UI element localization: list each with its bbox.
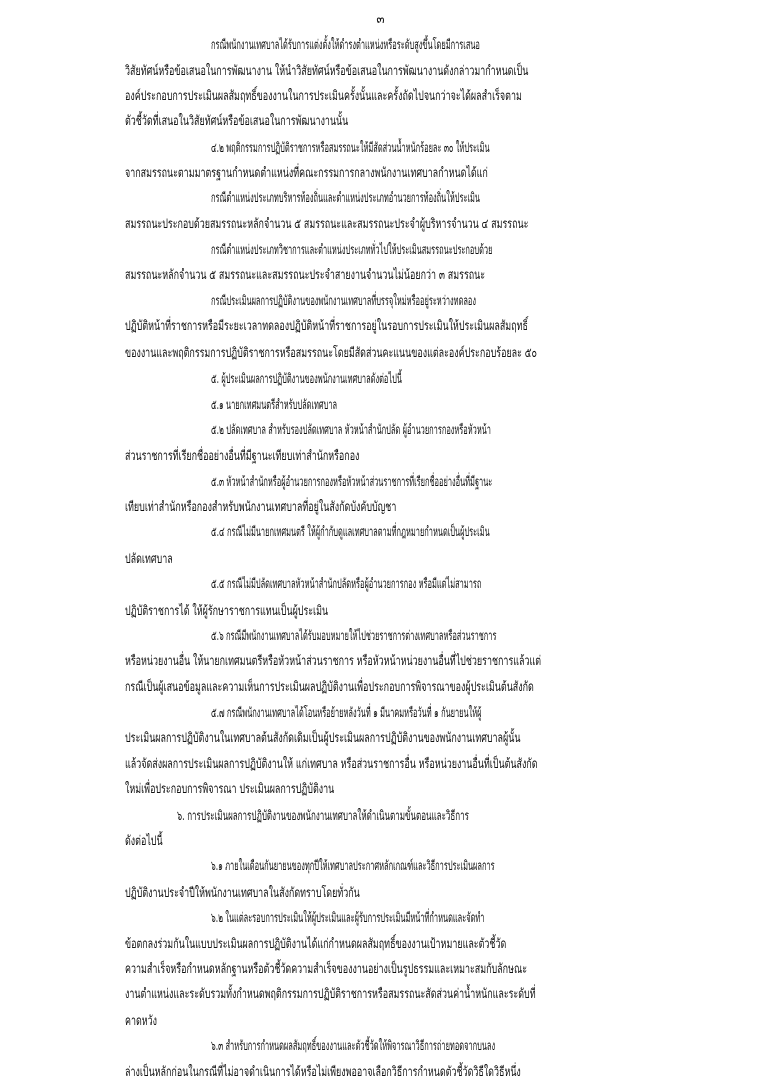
text-line: ส่วนราชการที่เรียกชื่ออย่างอื่นที่มีฐานะเทียบเท่าสำนักหรือกอง: [125, 449, 360, 464]
text-line: ๕.๖ กรณีมีพนักงานเทศบาลได้รับมอบหมายให้ไปช่วยราชการต่างเทศบาลหรือส่วนราชการ: [211, 629, 497, 644]
text-line: ปฏิบัติงานประจำปีให้พนักงานเทศบาลในสังกัดทราบโดยทั่วกัน: [125, 886, 360, 901]
text-line: ๕.๑ นายกเทศมนตรีสำหรับปลัดเทศบาล: [211, 398, 338, 413]
text-line: ปฏิบัติหน้าที่ราชการหรือมีระยะเวลาทดลองปฏิบัติหน้าที่ราชการอยู่ในรอบการประเมินให้ประเมินผลสัมฤทธิ์: [125, 319, 528, 334]
text-line: ปฏิบัติราชการได้ ให้ผู้รักษาราชการแทนเป็นผู้ประเมิน: [125, 604, 329, 619]
text-line: ๕.๒ ปลัดเทศบาล สำหรับรองปลัดเทศบาล หัวหน้าสำนักปลัด ผู้อำนวยการกองหรือหัวหน้า: [211, 423, 491, 438]
text-line: สมรรถนะหลักจำนวน ๕ สมรรถนะและสมรรถนะประจำสายงานจำนวนไม่น้อยกว่า ๓ สมรรถนะ: [125, 268, 486, 283]
text-line: ๖.๒ ในแต่ละรอบการประเมินให้ผู้ประเมินและผู้รับการประเมินมีหน้าที่กำหนดและจัดทำ: [211, 911, 485, 926]
text-line: วิสัยทัศน์หรือข้อเสนอในการพัฒนางาน ให้นำวิสัยทัศน์หรือข้อเสนอในการพัฒนางานดังกล่าวมากำหนดเป็น: [125, 64, 529, 79]
text-line: หรือหน่วยงานอื่น ให้นายกเทศมนตรีหรือหัวหน้าส่วนราชการ หรือหัวหน้าหน่วยงานอื่นที่ไปช่วยราชการแล้วแต่: [125, 654, 542, 669]
text-line: สมรรถนะประกอบด้วยสมรรถนะหลักจำนวน ๕ สมรรถนะและสมรรถนะประจำผู้บริหารจำนวน ๔ สมรรถนะ: [125, 217, 529, 232]
text-line: ล่างเป็นหลักก่อนในกรณีที่ไม่อาจดำเนินการได้หรือไม่เพียงพออาจเลือกวิธีการกำหนดตัวชี้วัดวิธีใดวิธีหนึ่ง: [125, 1065, 521, 1080]
text-line: ๔.๒ พฤติกรรมการปฏิบัติราชการหรือสมรรถนะให้มีสัดส่วนน้ำหนักร้อยละ ๓๐ ให้ประเมิน: [211, 141, 490, 156]
text-line: ๖.๓ สำหรับการกำหนดผลสัมฤทธิ์ของงานและตัวชี้วัดให้พิจารณาวิธีการถ่ายทอดจากบนลง: [211, 1039, 496, 1054]
page-number: ๓: [376, 12, 385, 26]
text-line: ของงานและพฤติกรรมการปฏิบัติราชการหรือสมรรถนะโดยมีสัดส่วนคะแนนของแต่ละองค์ประกอบร้อยละ ๕๐: [125, 346, 537, 361]
text-line: งานตำแหน่งและระดับรวมทั้งกำหนดพฤติกรรมการปฏิบัติราชการหรือสมรรถนะสัดส่วนค่าน้ำหนักและระดับที่: [125, 987, 536, 1002]
text-line: ๕.๗ กรณีพนักงานเทศบาลได้โอนหรือย้ายหลังวันที่ ๑ มีนาคมหรือวันที่ ๑ กันยายนให้ผู้: [211, 706, 482, 721]
text-line: องค์ประกอบการประเมินผลสัมฤทธิ์ของงานในการประเมินครั้งนั้นและครั้งถัดไปจนกว่าจะได้ผลสำเร็จตาม: [125, 89, 522, 104]
text-line: กรณีตำแหน่งประเภทบริหารท้องถิ่นและตำแหน่งประเภทอำนวยการท้องถิ่นให้ประเมิน: [211, 191, 480, 206]
text-line: กรณีประเมินผลการปฏิบัติงานของพนักงานเทศบาลที่บรรจุใหม่หรืออยู่ระหว่างทดลอง: [211, 294, 477, 309]
text-line: ๕. ผู้ประเมินผลการปฏิบัติงานของพนักงานเทศบาลดังต่อไปนี้: [211, 372, 402, 387]
text-line: ตัวชี้วัดที่เสนอในวิสัยทัศน์หรือข้อเสนอในการพัฒนางานนั้น: [125, 114, 349, 129]
text-line: ใหม่เพื่อประกอบการพิจารณา ประเมินผลการปฏิบัติงาน: [125, 782, 335, 797]
text-line: จากสมรรถนะตามมาตรฐานกำหนดตำแหน่งที่คณะกรรมการกลางพนักงานเทศบาลกำหนดได้แก่: [125, 166, 488, 181]
text-line: กรณีตำแหน่งประเภทวิชาการและตำแหน่งประเภททั่วไปให้ประเมินสมรรถนะประกอบด้วย: [211, 243, 493, 258]
text-line: ปลัดเทศบาล: [125, 552, 173, 567]
text-line: ความสำเร็จหรือกำหนดหลักฐานหรือตัวชี้วัดความสำเร็จของงานอย่างเป็นรูปธรรมและเหมาะสมกับลักษณะ: [125, 962, 528, 977]
text-line: แล้วจัดส่งผลการประเมินผลการปฏิบัติงานให้ แก่เทศบาล หรือส่วนราชการอื่น หรือหน่วยงานอื่นที่เป็นต้นสังกัด: [125, 757, 538, 772]
text-line: กรณีพนักงานเทศบาลได้รับการแต่งตั้งให้ดำรงตำแหน่งหรือระดับสูงขึ้นโดยมีการเสนอ: [211, 38, 480, 53]
text-line: ดังต่อไปนี้: [125, 834, 163, 849]
text-line: ๕.๓ หัวหน้าสำนักหรือผู้อำนวยการกองหรือหัวหน้าส่วนราชการที่เรียกชื่ออย่างอื่นที่มีฐานะ: [211, 475, 493, 490]
text-line: ข้อตกลงร่วมกันในแบบประเมินผลการปฏิบัติงานได้แก่กำหนดผลสัมฤทธิ์ของงานเป้าหมายและตัวชี้วัด: [125, 937, 507, 952]
text-line: ๖. การประเมินผลการปฏิบัติงานของพนักงานเทศบาลให้ดำเนินตามขั้นตอนและวิธีการ: [177, 809, 469, 824]
text-line: ๕.๕ กรณีไม่มีปลัดเทศบาลหัวหน้าสำนักปลัดหรือผู้อำนวยการกอง หรือมีแต่ไม่สามารถ: [211, 577, 482, 592]
text-line: ๖.๑ ภายในเดือนกันยายนของทุกปีให้เทศบาลประกาศหลักเกณฑ์และวิธีการประเมินผลการ: [211, 859, 495, 874]
text-line: ประเมินผลการปฏิบัติงานในเทศบาลต้นสังกัดเดิมเป็นผู้ประเมินผลการปฏิบัติงานของพนักงานเทศบาลผู้นั้น: [125, 731, 521, 746]
text-line: เทียบเท่าสำนักหรือกองสำหรับพนักงานเทศบาลที่อยู่ในสังกัดบังคับบัญชา: [125, 500, 397, 515]
text-line: ๕.๔ กรณีไม่มีนายกเทศมนตรี ให้ผู้กำกับดูแลเทศบาลตามที่กฎหมายกำหนดเป็นผู้ประเมิน: [211, 525, 490, 540]
text-line: คาดหวัง: [125, 1014, 158, 1029]
text-line: กรณีเป็นผู้เสนอข้อมูลและความเห็นการประเมินผลปฏิบัติงานเพื่อประกอบการพิจารณาของผู้ประเมินต้นสังกัด: [125, 680, 534, 695]
